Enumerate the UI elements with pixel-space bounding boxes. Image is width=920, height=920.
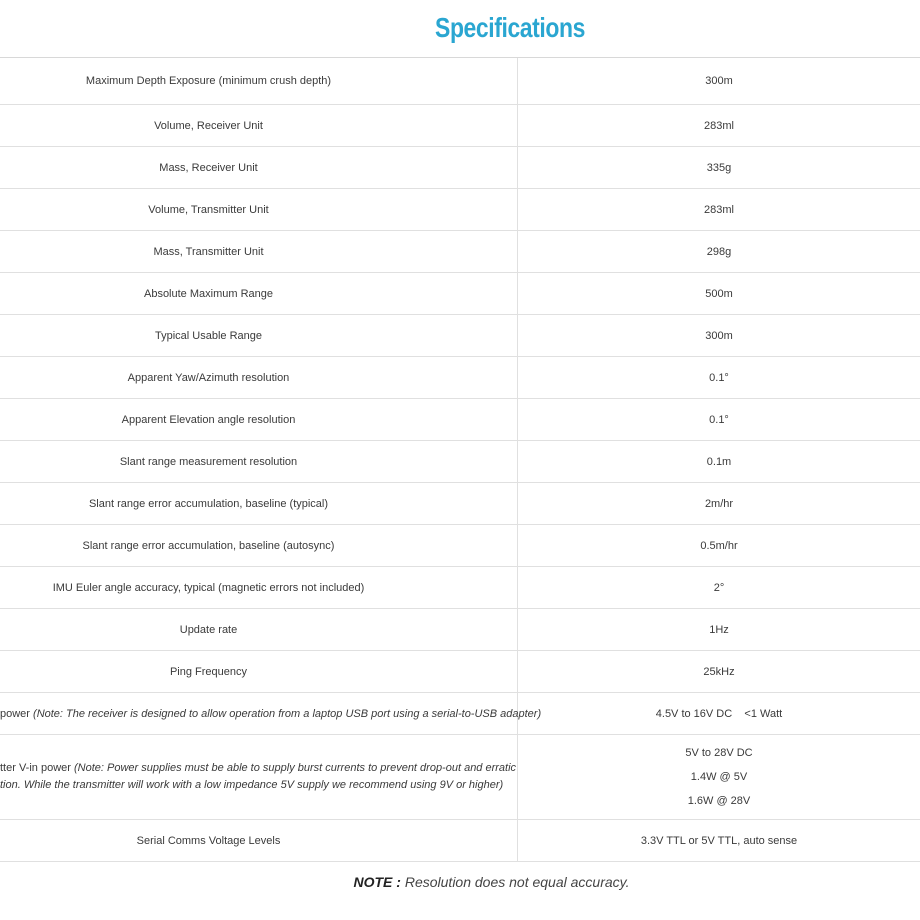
- transmitter-power-5v: 1.4W @ 5V: [690, 771, 748, 783]
- spec-value: 298g: [706, 245, 732, 258]
- table-row: [0, 147, 920, 189]
- footnote-prefix: NOTE :: [353, 874, 401, 890]
- spec-label: Absolute Maximum Range: [0, 273, 518, 314]
- footnote: [0, 874, 920, 890]
- table-row: [0, 567, 920, 609]
- table-row: [0, 357, 920, 399]
- table-row: [0, 273, 920, 315]
- spec-value: 25kHz: [703, 665, 735, 678]
- spec-label: Apparent Elevation angle resolution: [0, 399, 518, 440]
- footnote-text: Resolution does not equal accuracy.: [404, 874, 630, 890]
- spec-label: Typical Usable Range: [0, 315, 518, 356]
- spec-value: 1Hz: [709, 623, 729, 636]
- table-row: [0, 399, 920, 441]
- receiver-power-note: (Note: The receiver is designed to allow operation from a laptop USB port using a serial-to-USB adapter): [33, 707, 542, 720]
- table-row: [0, 105, 920, 147]
- table-row: [0, 315, 920, 357]
- table-row: [0, 525, 920, 567]
- transmitter-power-label: tter V-in power: [0, 762, 71, 774]
- spec-value: 2°: [713, 581, 725, 594]
- spec-label: Serial Comms Voltage Levels: [0, 820, 518, 861]
- table-row: [0, 231, 920, 273]
- spec-label: IMU Euler angle accuracy, typical (magnetic errors not included): [0, 567, 518, 608]
- spec-value: 283ml: [704, 119, 734, 132]
- spec-value: 0.1°: [709, 371, 729, 384]
- page-title: Specifications: [435, 12, 585, 43]
- spec-label: Volume, Receiver Unit: [0, 105, 518, 146]
- spec-value: 2m/hr: [704, 497, 734, 510]
- transmitter-power-28v: 1.6W @ 28V: [687, 795, 751, 807]
- transmitter-power-note-2: tion. While the transmitter will work with a low impedance 5V supply we recommend using 9V or higher): [0, 779, 504, 791]
- spec-value: 500m: [705, 287, 733, 300]
- spec-value: 0.5m/hr: [700, 539, 738, 552]
- table-row: [0, 58, 920, 105]
- spec-label: Apparent Yaw/Azimuth resolution: [0, 357, 518, 398]
- spec-label: Mass, Receiver Unit: [0, 147, 518, 188]
- spec-label: Slant range measurement resolution: [0, 441, 518, 482]
- spec-value: 0.1m: [706, 455, 732, 468]
- transmitter-power-text: [0, 760, 516, 794]
- table-row-receiver-power: [0, 693, 920, 735]
- spec-label: Slant range error accumulation, baseline (autosync): [0, 525, 518, 566]
- table-row: [0, 189, 920, 231]
- spec-label: Volume, Transmitter Unit: [0, 189, 518, 230]
- spec-label: Slant range error accumulation, baseline (typical): [0, 483, 518, 524]
- table-row: [0, 651, 920, 693]
- transmitter-voltage: 5V to 28V DC: [685, 747, 753, 759]
- spec-value: 283ml: [704, 203, 734, 216]
- spec-label: Update rate: [0, 609, 518, 650]
- spec-value: 3.3V TTL or 5V TTL, auto sense: [640, 834, 798, 847]
- spec-value: 300m: [705, 329, 733, 342]
- spec-value: 300m: [705, 75, 733, 87]
- table-row: [0, 441, 920, 483]
- spec-table: [0, 57, 920, 862]
- table-row-serial-comms: [0, 820, 920, 862]
- receiver-power-label: power: [0, 707, 30, 720]
- table-row: [0, 483, 920, 525]
- table-row: [0, 609, 920, 651]
- transmitter-power-line1: [0, 760, 516, 777]
- spec-label: [0, 693, 542, 734]
- spec-value: 4.5V to 16V DC <1 Watt: [655, 707, 783, 720]
- spec-value: [518, 735, 920, 819]
- spec-label: Mass, Transmitter Unit: [0, 231, 518, 272]
- spec-label: Maximum Depth Exposure (minimum crush depth): [0, 58, 518, 104]
- spec-label: Ping Frequency: [0, 651, 518, 692]
- table-row-transmitter-power: [0, 735, 920, 820]
- spec-value: 0.1°: [709, 413, 729, 426]
- spec-label: [0, 735, 518, 819]
- transmitter-power-note-1: (Note: Power supplies must be able to supply burst currents to prevent drop-out and erratic: [73, 762, 517, 774]
- spec-value: 335g: [706, 161, 732, 174]
